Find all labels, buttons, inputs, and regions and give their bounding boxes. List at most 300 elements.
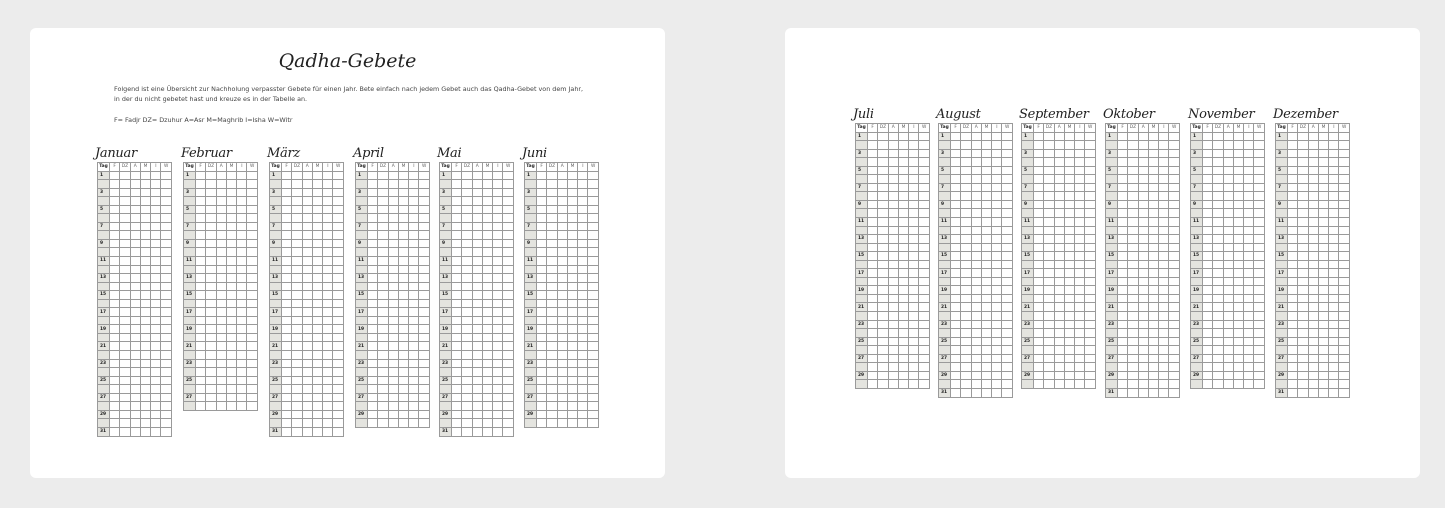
prayer-checkbox-cell[interactable]	[1148, 371, 1158, 380]
prayer-checkbox-cell[interactable]	[1223, 269, 1233, 278]
prayer-checkbox-cell[interactable]	[1075, 243, 1085, 252]
prayer-checkbox-cell[interactable]	[1064, 354, 1074, 363]
prayer-checkbox-cell[interactable]	[333, 257, 343, 266]
prayer-checkbox-cell[interactable]	[1233, 149, 1243, 158]
prayer-checkbox-cell[interactable]	[226, 393, 236, 402]
prayer-checkbox-cell[interactable]	[323, 265, 333, 274]
prayer-checkbox-cell[interactable]	[992, 200, 1002, 209]
prayer-checkbox-cell[interactable]	[971, 388, 981, 397]
prayer-checkbox-cell[interactable]	[282, 393, 292, 402]
prayer-checkbox-cell[interactable]	[482, 222, 492, 231]
prayer-checkbox-cell[interactable]	[1329, 286, 1339, 295]
prayer-checkbox-cell[interactable]	[312, 197, 322, 206]
prayer-checkbox-cell[interactable]	[130, 188, 140, 197]
prayer-checkbox-cell[interactable]	[1318, 243, 1328, 252]
prayer-checkbox-cell[interactable]	[557, 282, 567, 291]
prayer-checkbox-cell[interactable]	[140, 291, 150, 300]
prayer-checkbox-cell[interactable]	[1169, 286, 1179, 295]
prayer-checkbox-cell[interactable]	[302, 291, 312, 300]
prayer-checkbox-cell[interactable]	[409, 265, 419, 274]
prayer-checkbox-cell[interactable]	[868, 346, 878, 355]
prayer-checkbox-cell[interactable]	[226, 171, 236, 180]
prayer-checkbox-cell[interactable]	[578, 419, 588, 428]
prayer-checkbox-cell[interactable]	[1329, 218, 1339, 227]
prayer-checkbox-cell[interactable]	[567, 316, 577, 325]
prayer-checkbox-cell[interactable]	[971, 312, 981, 321]
prayer-checkbox-cell[interactable]	[482, 325, 492, 334]
prayer-checkbox-cell[interactable]	[378, 410, 388, 419]
prayer-checkbox-cell[interactable]	[1034, 380, 1044, 389]
prayer-checkbox-cell[interactable]	[419, 239, 429, 248]
prayer-checkbox-cell[interactable]	[120, 342, 130, 351]
prayer-checkbox-cell[interactable]	[868, 183, 878, 192]
prayer-checkbox-cell[interactable]	[333, 205, 343, 214]
prayer-checkbox-cell[interactable]	[1118, 286, 1128, 295]
prayer-checkbox-cell[interactable]	[130, 427, 140, 436]
prayer-checkbox-cell[interactable]	[1064, 312, 1074, 321]
prayer-checkbox-cell[interactable]	[1148, 388, 1158, 397]
prayer-checkbox-cell[interactable]	[1339, 209, 1349, 218]
prayer-checkbox-cell[interactable]	[567, 214, 577, 223]
prayer-checkbox-cell[interactable]	[1044, 337, 1054, 346]
prayer-checkbox-cell[interactable]	[1308, 363, 1318, 372]
prayer-checkbox-cell[interactable]	[333, 393, 343, 402]
prayer-checkbox-cell[interactable]	[961, 277, 971, 286]
prayer-checkbox-cell[interactable]	[452, 197, 462, 206]
prayer-checkbox-cell[interactable]	[878, 132, 888, 141]
prayer-checkbox-cell[interactable]	[1213, 371, 1223, 380]
prayer-checkbox-cell[interactable]	[567, 308, 577, 317]
prayer-checkbox-cell[interactable]	[1244, 269, 1254, 278]
prayer-checkbox-cell[interactable]	[472, 316, 482, 325]
prayer-checkbox-cell[interactable]	[1223, 158, 1233, 167]
prayer-checkbox-cell[interactable]	[1233, 200, 1243, 209]
prayer-checkbox-cell[interactable]	[1128, 354, 1138, 363]
prayer-checkbox-cell[interactable]	[971, 243, 981, 252]
prayer-checkbox-cell[interactable]	[1159, 218, 1169, 227]
prayer-checkbox-cell[interactable]	[868, 354, 878, 363]
prayer-checkbox-cell[interactable]	[368, 188, 378, 197]
prayer-checkbox-cell[interactable]	[567, 282, 577, 291]
prayer-checkbox-cell[interactable]	[151, 419, 161, 428]
prayer-checkbox-cell[interactable]	[1213, 158, 1223, 167]
prayer-checkbox-cell[interactable]	[1339, 303, 1349, 312]
prayer-checkbox-cell[interactable]	[981, 346, 991, 355]
prayer-checkbox-cell[interactable]	[452, 333, 462, 342]
prayer-checkbox-cell[interactable]	[151, 257, 161, 266]
prayer-checkbox-cell[interactable]	[537, 316, 547, 325]
prayer-checkbox-cell[interactable]	[1339, 149, 1349, 158]
prayer-checkbox-cell[interactable]	[398, 359, 408, 368]
prayer-checkbox-cell[interactable]	[1075, 218, 1085, 227]
prayer-checkbox-cell[interactable]	[1169, 354, 1179, 363]
prayer-checkbox-cell[interactable]	[1233, 294, 1243, 303]
prayer-checkbox-cell[interactable]	[547, 231, 557, 240]
prayer-checkbox-cell[interactable]	[1169, 294, 1179, 303]
prayer-checkbox-cell[interactable]	[110, 239, 120, 248]
prayer-checkbox-cell[interactable]	[1329, 158, 1339, 167]
prayer-checkbox-cell[interactable]	[919, 149, 929, 158]
prayer-checkbox-cell[interactable]	[961, 388, 971, 397]
prayer-checkbox-cell[interactable]	[1203, 294, 1213, 303]
prayer-checkbox-cell[interactable]	[1223, 294, 1233, 303]
prayer-checkbox-cell[interactable]	[323, 385, 333, 394]
prayer-checkbox-cell[interactable]	[282, 171, 292, 180]
prayer-checkbox-cell[interactable]	[302, 316, 312, 325]
prayer-checkbox-cell[interactable]	[333, 368, 343, 377]
prayer-checkbox-cell[interactable]	[1075, 294, 1085, 303]
prayer-checkbox-cell[interactable]	[419, 342, 429, 351]
prayer-checkbox-cell[interactable]	[919, 166, 929, 175]
prayer-checkbox-cell[interactable]	[919, 303, 929, 312]
prayer-checkbox-cell[interactable]	[388, 180, 398, 189]
prayer-checkbox-cell[interactable]	[1254, 200, 1264, 209]
prayer-checkbox-cell[interactable]	[898, 337, 908, 346]
prayer-checkbox-cell[interactable]	[951, 286, 961, 295]
prayer-checkbox-cell[interactable]	[1203, 277, 1213, 286]
prayer-checkbox-cell[interactable]	[409, 402, 419, 411]
prayer-checkbox-cell[interactable]	[1288, 269, 1298, 278]
prayer-checkbox-cell[interactable]	[120, 351, 130, 360]
prayer-checkbox-cell[interactable]	[333, 342, 343, 351]
prayer-checkbox-cell[interactable]	[888, 294, 898, 303]
prayer-checkbox-cell[interactable]	[537, 291, 547, 300]
prayer-checkbox-cell[interactable]	[1244, 354, 1254, 363]
prayer-checkbox-cell[interactable]	[452, 419, 462, 428]
prayer-checkbox-cell[interactable]	[1288, 218, 1298, 227]
prayer-checkbox-cell[interactable]	[1002, 158, 1012, 167]
prayer-checkbox-cell[interactable]	[161, 393, 171, 402]
prayer-checkbox-cell[interactable]	[898, 158, 908, 167]
prayer-checkbox-cell[interactable]	[1002, 380, 1012, 389]
prayer-checkbox-cell[interactable]	[1244, 380, 1254, 389]
prayer-checkbox-cell[interactable]	[588, 333, 598, 342]
prayer-checkbox-cell[interactable]	[578, 282, 588, 291]
prayer-checkbox-cell[interactable]	[1159, 132, 1169, 141]
prayer-checkbox-cell[interactable]	[888, 252, 898, 261]
prayer-checkbox-cell[interactable]	[1329, 209, 1339, 218]
prayer-checkbox-cell[interactable]	[971, 132, 981, 141]
prayer-checkbox-cell[interactable]	[909, 158, 919, 167]
prayer-checkbox-cell[interactable]	[292, 419, 302, 428]
prayer-checkbox-cell[interactable]	[247, 282, 257, 291]
prayer-checkbox-cell[interactable]	[462, 427, 472, 436]
prayer-checkbox-cell[interactable]	[1339, 312, 1349, 321]
prayer-checkbox-cell[interactable]	[237, 239, 247, 248]
prayer-checkbox-cell[interactable]	[1213, 235, 1223, 244]
prayer-checkbox-cell[interactable]	[1034, 286, 1044, 295]
prayer-checkbox-cell[interactable]	[878, 337, 888, 346]
prayer-checkbox-cell[interactable]	[1339, 277, 1349, 286]
prayer-checkbox-cell[interactable]	[409, 171, 419, 180]
prayer-checkbox-cell[interactable]	[971, 183, 981, 192]
prayer-checkbox-cell[interactable]	[1002, 388, 1012, 397]
prayer-checkbox-cell[interactable]	[1213, 346, 1223, 355]
prayer-checkbox-cell[interactable]	[557, 333, 567, 342]
prayer-checkbox-cell[interactable]	[1159, 226, 1169, 235]
prayer-checkbox-cell[interactable]	[898, 371, 908, 380]
prayer-checkbox-cell[interactable]	[567, 342, 577, 351]
prayer-checkbox-cell[interactable]	[1128, 329, 1138, 338]
prayer-checkbox-cell[interactable]	[302, 410, 312, 419]
prayer-checkbox-cell[interactable]	[1244, 243, 1254, 252]
prayer-checkbox-cell[interactable]	[388, 351, 398, 360]
prayer-checkbox-cell[interactable]	[161, 342, 171, 351]
prayer-checkbox-cell[interactable]	[503, 282, 513, 291]
prayer-checkbox-cell[interactable]	[878, 329, 888, 338]
prayer-checkbox-cell[interactable]	[226, 342, 236, 351]
prayer-checkbox-cell[interactable]	[302, 239, 312, 248]
prayer-checkbox-cell[interactable]	[161, 376, 171, 385]
prayer-checkbox-cell[interactable]	[247, 180, 257, 189]
prayer-checkbox-cell[interactable]	[1169, 235, 1179, 244]
prayer-checkbox-cell[interactable]	[868, 192, 878, 201]
prayer-checkbox-cell[interactable]	[206, 231, 216, 240]
prayer-checkbox-cell[interactable]	[1254, 329, 1264, 338]
prayer-checkbox-cell[interactable]	[868, 371, 878, 380]
prayer-checkbox-cell[interactable]	[247, 393, 257, 402]
prayer-checkbox-cell[interactable]	[567, 419, 577, 428]
prayer-checkbox-cell[interactable]	[898, 329, 908, 338]
prayer-checkbox-cell[interactable]	[557, 299, 567, 308]
prayer-checkbox-cell[interactable]	[472, 333, 482, 342]
prayer-checkbox-cell[interactable]	[1329, 183, 1339, 192]
prayer-checkbox-cell[interactable]	[1213, 363, 1223, 372]
prayer-checkbox-cell[interactable]	[1203, 175, 1213, 184]
prayer-checkbox-cell[interactable]	[493, 316, 503, 325]
prayer-checkbox-cell[interactable]	[312, 419, 322, 428]
prayer-checkbox-cell[interactable]	[888, 200, 898, 209]
prayer-checkbox-cell[interactable]	[898, 354, 908, 363]
prayer-checkbox-cell[interactable]	[472, 299, 482, 308]
prayer-checkbox-cell[interactable]	[1339, 363, 1349, 372]
prayer-checkbox-cell[interactable]	[992, 260, 1002, 269]
prayer-checkbox-cell[interactable]	[1054, 286, 1064, 295]
prayer-checkbox-cell[interactable]	[1075, 354, 1085, 363]
prayer-checkbox-cell[interactable]	[226, 316, 236, 325]
prayer-checkbox-cell[interactable]	[196, 359, 206, 368]
prayer-checkbox-cell[interactable]	[1128, 388, 1138, 397]
prayer-checkbox-cell[interactable]	[909, 277, 919, 286]
prayer-checkbox-cell[interactable]	[557, 257, 567, 266]
prayer-checkbox-cell[interactable]	[1128, 260, 1138, 269]
prayer-checkbox-cell[interactable]	[1002, 329, 1012, 338]
prayer-checkbox-cell[interactable]	[302, 265, 312, 274]
prayer-checkbox-cell[interactable]	[961, 380, 971, 389]
prayer-checkbox-cell[interactable]	[971, 158, 981, 167]
prayer-checkbox-cell[interactable]	[1298, 277, 1308, 286]
prayer-checkbox-cell[interactable]	[1085, 200, 1095, 209]
prayer-checkbox-cell[interactable]	[919, 209, 929, 218]
prayer-checkbox-cell[interactable]	[409, 325, 419, 334]
prayer-checkbox-cell[interactable]	[537, 308, 547, 317]
prayer-checkbox-cell[interactable]	[120, 257, 130, 266]
prayer-checkbox-cell[interactable]	[282, 197, 292, 206]
prayer-checkbox-cell[interactable]	[1329, 329, 1339, 338]
prayer-checkbox-cell[interactable]	[1064, 166, 1074, 175]
prayer-checkbox-cell[interactable]	[981, 312, 991, 321]
prayer-checkbox-cell[interactable]	[110, 333, 120, 342]
prayer-checkbox-cell[interactable]	[578, 265, 588, 274]
prayer-checkbox-cell[interactable]	[482, 265, 492, 274]
prayer-checkbox-cell[interactable]	[1329, 303, 1339, 312]
prayer-checkbox-cell[interactable]	[951, 337, 961, 346]
prayer-checkbox-cell[interactable]	[472, 171, 482, 180]
prayer-checkbox-cell[interactable]	[588, 359, 598, 368]
prayer-checkbox-cell[interactable]	[1118, 183, 1128, 192]
prayer-checkbox-cell[interactable]	[419, 180, 429, 189]
prayer-checkbox-cell[interactable]	[1138, 175, 1148, 184]
prayer-checkbox-cell[interactable]	[1308, 329, 1318, 338]
prayer-checkbox-cell[interactable]	[992, 312, 1002, 321]
prayer-checkbox-cell[interactable]	[1148, 226, 1158, 235]
prayer-checkbox-cell[interactable]	[151, 351, 161, 360]
prayer-checkbox-cell[interactable]	[472, 239, 482, 248]
prayer-checkbox-cell[interactable]	[1288, 235, 1298, 244]
prayer-checkbox-cell[interactable]	[1203, 166, 1213, 175]
prayer-checkbox-cell[interactable]	[1075, 286, 1085, 295]
prayer-checkbox-cell[interactable]	[1298, 149, 1308, 158]
prayer-checkbox-cell[interactable]	[1148, 218, 1158, 227]
prayer-checkbox-cell[interactable]	[398, 351, 408, 360]
prayer-checkbox-cell[interactable]	[452, 239, 462, 248]
prayer-checkbox-cell[interactable]	[1002, 141, 1012, 150]
prayer-checkbox-cell[interactable]	[1308, 200, 1318, 209]
prayer-checkbox-cell[interactable]	[398, 385, 408, 394]
prayer-checkbox-cell[interactable]	[1002, 226, 1012, 235]
prayer-checkbox-cell[interactable]	[1054, 252, 1064, 261]
prayer-checkbox-cell[interactable]	[961, 158, 971, 167]
prayer-checkbox-cell[interactable]	[1002, 363, 1012, 372]
prayer-checkbox-cell[interactable]	[503, 359, 513, 368]
prayer-checkbox-cell[interactable]	[110, 308, 120, 317]
prayer-checkbox-cell[interactable]	[1203, 141, 1213, 150]
prayer-checkbox-cell[interactable]	[578, 359, 588, 368]
prayer-checkbox-cell[interactable]	[981, 218, 991, 227]
prayer-checkbox-cell[interactable]	[419, 188, 429, 197]
prayer-checkbox-cell[interactable]	[578, 393, 588, 402]
prayer-checkbox-cell[interactable]	[151, 265, 161, 274]
prayer-checkbox-cell[interactable]	[462, 214, 472, 223]
prayer-checkbox-cell[interactable]	[110, 410, 120, 419]
prayer-checkbox-cell[interactable]	[206, 214, 216, 223]
prayer-checkbox-cell[interactable]	[130, 410, 140, 419]
prayer-checkbox-cell[interactable]	[1213, 286, 1223, 295]
prayer-checkbox-cell[interactable]	[1002, 235, 1012, 244]
prayer-checkbox-cell[interactable]	[472, 180, 482, 189]
prayer-checkbox-cell[interactable]	[1298, 235, 1308, 244]
prayer-checkbox-cell[interactable]	[368, 385, 378, 394]
prayer-checkbox-cell[interactable]	[1159, 252, 1169, 261]
prayer-checkbox-cell[interactable]	[961, 269, 971, 278]
prayer-checkbox-cell[interactable]	[196, 385, 206, 394]
prayer-checkbox-cell[interactable]	[992, 243, 1002, 252]
prayer-checkbox-cell[interactable]	[1064, 269, 1074, 278]
prayer-checkbox-cell[interactable]	[909, 192, 919, 201]
prayer-checkbox-cell[interactable]	[1128, 252, 1138, 261]
prayer-checkbox-cell[interactable]	[1002, 192, 1012, 201]
prayer-checkbox-cell[interactable]	[378, 299, 388, 308]
prayer-checkbox-cell[interactable]	[537, 419, 547, 428]
prayer-checkbox-cell[interactable]	[419, 359, 429, 368]
prayer-checkbox-cell[interactable]	[1288, 388, 1298, 397]
prayer-checkbox-cell[interactable]	[1233, 354, 1243, 363]
prayer-checkbox-cell[interactable]	[493, 359, 503, 368]
prayer-checkbox-cell[interactable]	[151, 410, 161, 419]
prayer-checkbox-cell[interactable]	[1075, 175, 1085, 184]
prayer-checkbox-cell[interactable]	[1318, 192, 1328, 201]
prayer-checkbox-cell[interactable]	[951, 192, 961, 201]
prayer-checkbox-cell[interactable]	[1203, 226, 1213, 235]
prayer-checkbox-cell[interactable]	[1223, 192, 1233, 201]
prayer-checkbox-cell[interactable]	[206, 351, 216, 360]
prayer-checkbox-cell[interactable]	[1308, 303, 1318, 312]
prayer-checkbox-cell[interactable]	[1118, 235, 1128, 244]
prayer-checkbox-cell[interactable]	[323, 359, 333, 368]
prayer-checkbox-cell[interactable]	[120, 427, 130, 436]
prayer-checkbox-cell[interactable]	[1054, 132, 1064, 141]
prayer-checkbox-cell[interactable]	[567, 299, 577, 308]
prayer-checkbox-cell[interactable]	[226, 385, 236, 394]
prayer-checkbox-cell[interactable]	[130, 308, 140, 317]
prayer-checkbox-cell[interactable]	[898, 346, 908, 355]
prayer-checkbox-cell[interactable]	[462, 299, 472, 308]
prayer-checkbox-cell[interactable]	[1128, 371, 1138, 380]
prayer-checkbox-cell[interactable]	[1223, 277, 1233, 286]
prayer-checkbox-cell[interactable]	[302, 402, 312, 411]
prayer-checkbox-cell[interactable]	[1159, 329, 1169, 338]
prayer-checkbox-cell[interactable]	[1169, 218, 1179, 227]
prayer-checkbox-cell[interactable]	[419, 291, 429, 300]
prayer-checkbox-cell[interactable]	[120, 393, 130, 402]
prayer-checkbox-cell[interactable]	[302, 359, 312, 368]
prayer-checkbox-cell[interactable]	[878, 141, 888, 150]
prayer-checkbox-cell[interactable]	[878, 303, 888, 312]
prayer-checkbox-cell[interactable]	[140, 316, 150, 325]
prayer-checkbox-cell[interactable]	[247, 222, 257, 231]
prayer-checkbox-cell[interactable]	[888, 354, 898, 363]
prayer-checkbox-cell[interactable]	[919, 200, 929, 209]
prayer-checkbox-cell[interactable]	[1233, 183, 1243, 192]
prayer-checkbox-cell[interactable]	[1318, 175, 1328, 184]
prayer-checkbox-cell[interactable]	[323, 351, 333, 360]
prayer-checkbox-cell[interactable]	[378, 257, 388, 266]
prayer-checkbox-cell[interactable]	[1138, 286, 1148, 295]
prayer-checkbox-cell[interactable]	[578, 410, 588, 419]
prayer-checkbox-cell[interactable]	[1329, 269, 1339, 278]
prayer-checkbox-cell[interactable]	[1128, 346, 1138, 355]
prayer-checkbox-cell[interactable]	[909, 149, 919, 158]
prayer-checkbox-cell[interactable]	[547, 188, 557, 197]
prayer-checkbox-cell[interactable]	[1169, 329, 1179, 338]
prayer-checkbox-cell[interactable]	[1213, 354, 1223, 363]
prayer-checkbox-cell[interactable]	[1044, 269, 1054, 278]
prayer-checkbox-cell[interactable]	[452, 222, 462, 231]
prayer-checkbox-cell[interactable]	[312, 402, 322, 411]
prayer-checkbox-cell[interactable]	[110, 171, 120, 180]
prayer-checkbox-cell[interactable]	[1339, 294, 1349, 303]
prayer-checkbox-cell[interactable]	[1203, 132, 1213, 141]
prayer-checkbox-cell[interactable]	[1298, 294, 1308, 303]
prayer-checkbox-cell[interactable]	[1223, 312, 1233, 321]
prayer-checkbox-cell[interactable]	[557, 205, 567, 214]
prayer-checkbox-cell[interactable]	[120, 171, 130, 180]
prayer-checkbox-cell[interactable]	[378, 265, 388, 274]
prayer-checkbox-cell[interactable]	[1288, 260, 1298, 269]
prayer-checkbox-cell[interactable]	[302, 248, 312, 257]
prayer-checkbox-cell[interactable]	[1298, 243, 1308, 252]
prayer-checkbox-cell[interactable]	[1085, 166, 1095, 175]
